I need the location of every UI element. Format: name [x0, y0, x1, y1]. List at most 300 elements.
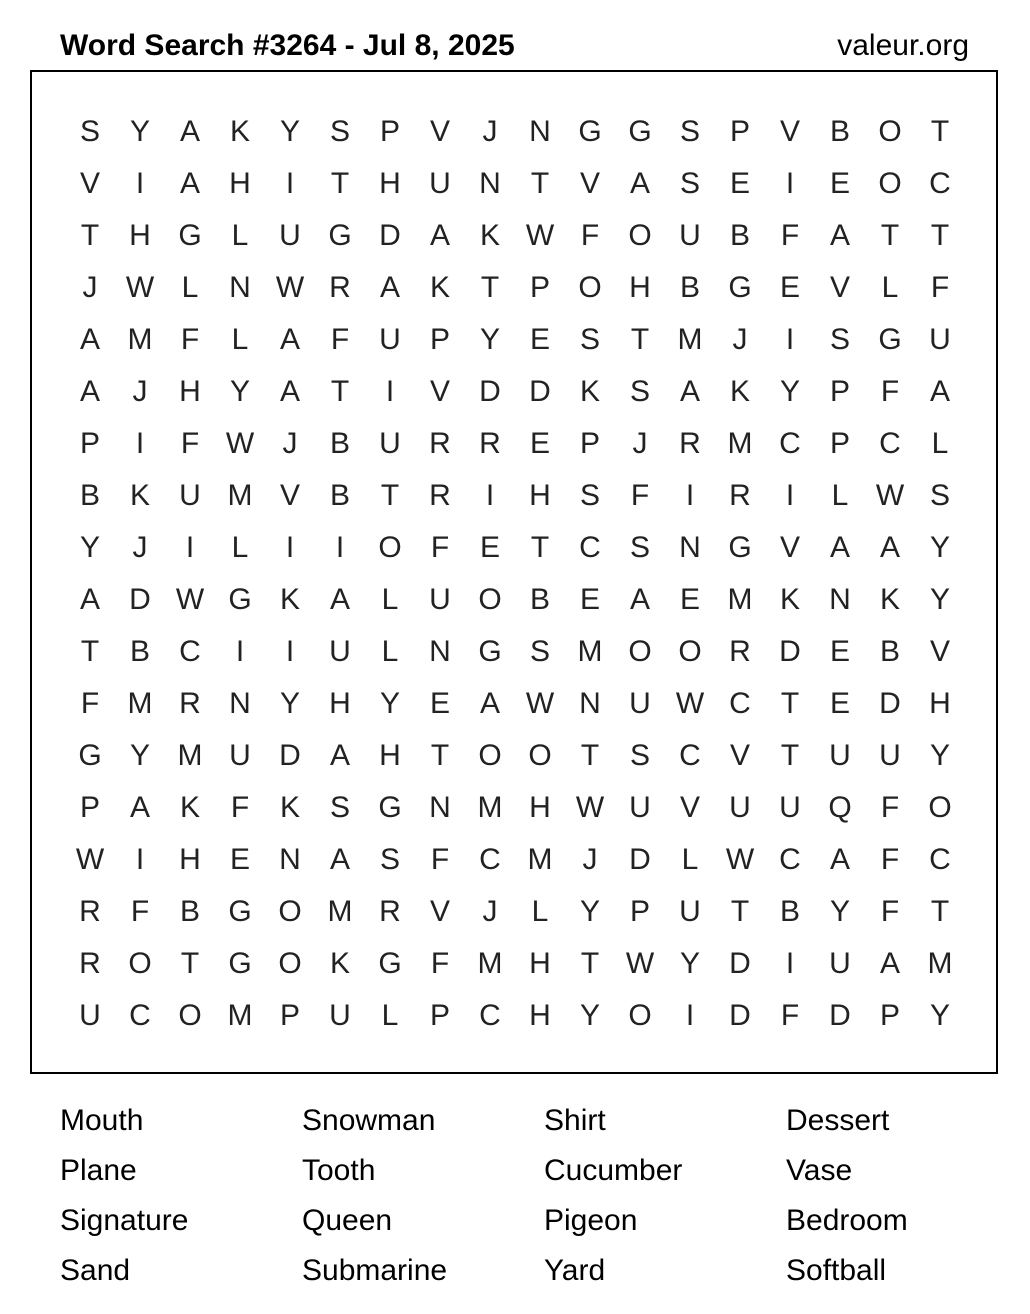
grid-letter[interactable]: O	[628, 635, 652, 668]
grid-letter[interactable]: F	[880, 895, 900, 928]
grid-letter[interactable]: N	[529, 115, 551, 148]
grid-letter[interactable]: F	[130, 895, 150, 928]
grid-letter[interactable]: A	[179, 167, 200, 200]
grid-letter[interactable]: D	[829, 999, 851, 1032]
grid-letter[interactable]: O	[628, 219, 652, 252]
grid-letter[interactable]: C	[929, 167, 951, 200]
grid-letter[interactable]: A	[279, 323, 300, 356]
grid-letter[interactable]: K	[779, 583, 800, 616]
grid-letter[interactable]: B	[679, 271, 700, 304]
grid-letter[interactable]: I	[235, 635, 245, 668]
grid-letter[interactable]: I	[685, 479, 695, 512]
grid-letter[interactable]: T	[730, 895, 750, 928]
grid-letter[interactable]: A	[379, 271, 400, 304]
grid-letter[interactable]: D	[129, 583, 151, 616]
grid-letter[interactable]: A	[79, 375, 100, 408]
grid-letter[interactable]: Y	[579, 895, 600, 928]
grid-letter[interactable]: H	[529, 479, 551, 512]
grid-letter[interactable]: Y	[229, 375, 250, 408]
grid-letter[interactable]: L	[681, 843, 699, 876]
grid-letter[interactable]: B	[879, 635, 900, 668]
grid-letter[interactable]: T	[780, 739, 800, 772]
grid-letter[interactable]: C	[779, 843, 801, 876]
grid-letter[interactable]: M	[527, 843, 553, 876]
grid-letter[interactable]: M	[727, 583, 753, 616]
grid-letter[interactable]: O	[178, 999, 202, 1032]
grid-letter[interactable]: L	[231, 219, 249, 252]
grid-letter[interactable]: W	[575, 791, 605, 824]
grid-letter[interactable]: E	[529, 323, 550, 356]
grid-letter[interactable]: C	[479, 843, 501, 876]
grid-letter[interactable]: P	[629, 895, 650, 928]
grid-letter[interactable]: H	[129, 219, 151, 252]
grid-letter[interactable]: U	[679, 219, 701, 252]
grid-letter[interactable]: H	[379, 167, 401, 200]
grid-letter[interactable]: P	[529, 271, 550, 304]
grid-letter[interactable]: T	[80, 635, 100, 668]
grid-letter[interactable]: E	[679, 583, 700, 616]
grid-letter[interactable]: M	[677, 323, 703, 356]
grid-letter[interactable]: A	[879, 531, 900, 564]
grid-letter[interactable]: C	[679, 739, 701, 772]
grid-letter[interactable]: G	[728, 271, 752, 304]
grid-letter[interactable]: B	[779, 895, 800, 928]
grid-letter[interactable]: O	[628, 999, 652, 1032]
grid-letter[interactable]: P	[579, 427, 600, 460]
grid-letter[interactable]: F	[880, 375, 900, 408]
grid-letter[interactable]: T	[930, 115, 950, 148]
grid-letter[interactable]: V	[779, 531, 800, 564]
grid-letter[interactable]: K	[479, 219, 500, 252]
grid-letter[interactable]: H	[329, 687, 351, 720]
grid-letter[interactable]: Y	[929, 999, 950, 1032]
grid-letter[interactable]: L	[881, 271, 899, 304]
grid-letter[interactable]: U	[429, 167, 451, 200]
grid-letter[interactable]: A	[329, 739, 350, 772]
grid-letter[interactable]: A	[629, 583, 650, 616]
grid-letter[interactable]: C	[779, 427, 801, 460]
grid-letter[interactable]: N	[579, 687, 601, 720]
grid-letter[interactable]: B	[329, 427, 350, 460]
grid-letter[interactable]: U	[279, 219, 301, 252]
grid-letter[interactable]: C	[879, 427, 901, 460]
grid-letter[interactable]: I	[785, 167, 795, 200]
grid-letter[interactable]: E	[479, 531, 500, 564]
grid-letter[interactable]: N	[829, 583, 851, 616]
grid-letter[interactable]: S	[829, 323, 850, 356]
grid-letter[interactable]: Y	[929, 739, 950, 772]
grid-letter[interactable]: A	[479, 687, 500, 720]
grid-letter[interactable]: T	[330, 167, 350, 200]
grid-letter[interactable]: O	[878, 115, 902, 148]
grid-letter[interactable]: S	[79, 115, 100, 148]
grid-letter[interactable]: F	[430, 531, 450, 564]
grid-letter[interactable]: U	[829, 739, 851, 772]
grid-letter[interactable]: P	[279, 999, 300, 1032]
grid-letter[interactable]: J	[732, 323, 748, 356]
grid-letter[interactable]: Y	[679, 947, 700, 980]
grid-letter[interactable]: C	[579, 531, 601, 564]
grid-letter[interactable]: B	[179, 895, 200, 928]
grid-letter[interactable]: D	[529, 375, 551, 408]
grid-letter[interactable]: D	[729, 999, 751, 1032]
grid-letter[interactable]: F	[780, 999, 800, 1032]
grid-letter[interactable]: V	[79, 167, 100, 200]
grid-letter[interactable]: A	[79, 583, 100, 616]
grid-letter[interactable]: W	[625, 947, 655, 980]
grid-letter[interactable]: G	[378, 947, 402, 980]
grid-letter[interactable]: S	[629, 531, 650, 564]
grid-letter[interactable]: K	[179, 791, 200, 824]
grid-letter[interactable]: O	[278, 947, 302, 980]
grid-letter[interactable]: O	[528, 739, 552, 772]
grid-letter[interactable]: A	[679, 375, 700, 408]
grid-letter[interactable]: E	[779, 271, 800, 304]
grid-letter[interactable]: A	[879, 947, 900, 980]
grid-letter[interactable]: U	[329, 999, 351, 1032]
grid-letter[interactable]: U	[79, 999, 101, 1032]
grid-letter[interactable]: Y	[129, 739, 150, 772]
grid-letter[interactable]: O	[128, 947, 152, 980]
grid-letter[interactable]: K	[279, 583, 300, 616]
grid-letter[interactable]: C	[729, 687, 751, 720]
grid-letter[interactable]: W	[525, 219, 555, 252]
grid-letter[interactable]: R	[729, 479, 751, 512]
grid-letter[interactable]: J	[582, 843, 598, 876]
grid-letter[interactable]: V	[679, 791, 700, 824]
grid-letter[interactable]: U	[629, 687, 651, 720]
grid-letter[interactable]: K	[879, 583, 900, 616]
grid-letter[interactable]: O	[478, 583, 502, 616]
grid-letter[interactable]: T	[580, 947, 600, 980]
grid-letter[interactable]: R	[429, 427, 451, 460]
grid-letter[interactable]: L	[231, 531, 249, 564]
grid-letter[interactable]: Y	[779, 375, 800, 408]
grid-letter[interactable]: N	[679, 531, 701, 564]
grid-letter[interactable]: E	[529, 427, 550, 460]
grid-letter[interactable]: A	[929, 375, 950, 408]
grid-letter[interactable]: G	[228, 895, 252, 928]
grid-letter[interactable]: E	[229, 843, 250, 876]
grid-letter[interactable]: H	[929, 687, 951, 720]
grid-letter[interactable]: L	[181, 271, 199, 304]
grid-letter[interactable]: F	[230, 791, 250, 824]
grid-letter[interactable]: T	[180, 947, 200, 980]
grid-letter[interactable]: A	[429, 219, 450, 252]
grid-letter[interactable]: I	[385, 375, 395, 408]
grid-letter[interactable]: I	[785, 947, 795, 980]
grid-letter[interactable]: E	[579, 583, 600, 616]
grid-letter[interactable]: T	[930, 219, 950, 252]
grid-letter[interactable]: A	[129, 791, 150, 824]
grid-letter[interactable]: U	[179, 479, 201, 512]
grid-letter[interactable]: T	[580, 739, 600, 772]
grid-letter[interactable]: N	[429, 791, 451, 824]
grid-letter[interactable]: F	[880, 843, 900, 876]
grid-letter[interactable]: U	[729, 791, 751, 824]
grid-letter[interactable]: C	[929, 843, 951, 876]
grid-letter[interactable]: S	[629, 739, 650, 772]
grid-letter[interactable]: D	[279, 739, 301, 772]
grid-letter[interactable]: A	[79, 323, 100, 356]
grid-letter[interactable]: Q	[828, 791, 852, 824]
grid-letter[interactable]: H	[529, 947, 551, 980]
grid-letter[interactable]: V	[779, 115, 800, 148]
grid-letter[interactable]: L	[381, 583, 399, 616]
grid-letter[interactable]: D	[729, 947, 751, 980]
grid-letter[interactable]: L	[531, 895, 549, 928]
grid-letter[interactable]: U	[629, 791, 651, 824]
grid-letter[interactable]: B	[529, 583, 550, 616]
grid-letter[interactable]: R	[379, 895, 401, 928]
grid-letter[interactable]: M	[227, 479, 253, 512]
grid-letter[interactable]: G	[378, 791, 402, 824]
grid-letter[interactable]: S	[679, 167, 700, 200]
grid-letter[interactable]: L	[831, 479, 849, 512]
grid-letter[interactable]: K	[229, 115, 250, 148]
grid-letter[interactable]: J	[132, 531, 148, 564]
grid-letter[interactable]: P	[429, 323, 450, 356]
grid-letter[interactable]: A	[629, 167, 650, 200]
grid-letter[interactable]: A	[329, 843, 350, 876]
grid-letter[interactable]: Y	[579, 999, 600, 1032]
grid-letter[interactable]: A	[829, 531, 850, 564]
grid-letter[interactable]: N	[429, 635, 451, 668]
grid-letter[interactable]: F	[80, 687, 100, 720]
grid-letter[interactable]: S	[529, 635, 550, 668]
grid-letter[interactable]: K	[429, 271, 450, 304]
grid-letter[interactable]: I	[335, 531, 345, 564]
grid-letter[interactable]: I	[285, 167, 295, 200]
grid-letter[interactable]: M	[127, 323, 153, 356]
grid-letter[interactable]: A	[179, 115, 200, 148]
grid-letter[interactable]: W	[275, 271, 305, 304]
grid-letter[interactable]: V	[829, 271, 850, 304]
grid-letter[interactable]: Y	[79, 531, 100, 564]
grid-letter[interactable]: C	[179, 635, 201, 668]
grid-letter[interactable]: S	[579, 479, 600, 512]
grid-letter[interactable]: W	[675, 687, 705, 720]
grid-letter[interactable]: T	[430, 739, 450, 772]
grid-letter[interactable]: I	[285, 531, 295, 564]
grid-letter[interactable]: K	[729, 375, 750, 408]
grid-letter[interactable]: M	[177, 739, 203, 772]
grid-letter[interactable]: U	[929, 323, 951, 356]
grid-letter[interactable]: T	[930, 895, 950, 928]
grid-letter[interactable]: P	[729, 115, 750, 148]
grid-letter[interactable]: A	[279, 375, 300, 408]
grid-letter[interactable]: F	[430, 947, 450, 980]
grid-letter[interactable]: S	[929, 479, 950, 512]
grid-letter[interactable]: T	[780, 687, 800, 720]
grid-letter[interactable]: R	[679, 427, 701, 460]
grid-letter[interactable]: L	[381, 999, 399, 1032]
grid-letter[interactable]: R	[729, 635, 751, 668]
grid-letter[interactable]: T	[530, 531, 550, 564]
grid-letter[interactable]: V	[429, 375, 450, 408]
grid-letter[interactable]: U	[329, 635, 351, 668]
grid-letter[interactable]: K	[329, 947, 350, 980]
grid-letter[interactable]: M	[327, 895, 353, 928]
grid-letter[interactable]: C	[129, 999, 151, 1032]
grid-letter[interactable]: H	[179, 375, 201, 408]
grid-letter[interactable]: M	[127, 687, 153, 720]
grid-letter[interactable]: V	[429, 895, 450, 928]
grid-letter[interactable]: U	[779, 791, 801, 824]
grid-letter[interactable]: G	[78, 739, 102, 772]
grid-letter[interactable]: W	[725, 843, 755, 876]
grid-letter[interactable]: E	[829, 167, 850, 200]
grid-letter[interactable]: C	[479, 999, 501, 1032]
grid-letter[interactable]: J	[282, 427, 298, 460]
grid-letter[interactable]: D	[629, 843, 651, 876]
grid-letter[interactable]: O	[378, 531, 402, 564]
grid-letter[interactable]: A	[329, 583, 350, 616]
grid-letter[interactable]: S	[579, 323, 600, 356]
grid-letter[interactable]: E	[729, 167, 750, 200]
grid-letter[interactable]: G	[478, 635, 502, 668]
grid-letter[interactable]: R	[179, 687, 201, 720]
grid-letter[interactable]: A	[829, 219, 850, 252]
grid-letter[interactable]: I	[135, 427, 145, 460]
grid-letter[interactable]: F	[180, 323, 200, 356]
grid-letter[interactable]: J	[482, 115, 498, 148]
grid-letter[interactable]: I	[685, 999, 695, 1032]
grid-letter[interactable]: J	[632, 427, 648, 460]
grid-letter[interactable]: F	[580, 219, 600, 252]
grid-letter[interactable]: V	[729, 739, 750, 772]
grid-letter[interactable]: R	[479, 427, 501, 460]
grid-letter[interactable]: I	[485, 479, 495, 512]
grid-letter[interactable]: T	[530, 167, 550, 200]
grid-letter[interactable]: E	[829, 635, 850, 668]
grid-letter[interactable]: T	[480, 271, 500, 304]
grid-letter[interactable]: T	[880, 219, 900, 252]
grid-letter[interactable]: D	[779, 635, 801, 668]
grid-letter[interactable]: H	[379, 739, 401, 772]
grid-letter[interactable]: L	[381, 635, 399, 668]
grid-letter[interactable]: O	[928, 791, 952, 824]
grid-letter[interactable]: Y	[279, 687, 300, 720]
grid-letter[interactable]: U	[429, 583, 451, 616]
grid-letter[interactable]: I	[135, 167, 145, 200]
grid-letter[interactable]: G	[328, 219, 352, 252]
grid-letter[interactable]: P	[429, 999, 450, 1032]
grid-letter[interactable]: T	[330, 375, 350, 408]
grid-letter[interactable]: W	[175, 583, 205, 616]
grid-letter[interactable]: U	[379, 323, 401, 356]
grid-letter[interactable]: R	[79, 895, 101, 928]
grid-letter[interactable]: O	[678, 635, 702, 668]
grid-letter[interactable]: G	[578, 115, 602, 148]
grid-letter[interactable]: J	[132, 375, 148, 408]
grid-letter[interactable]: B	[729, 219, 750, 252]
grid-letter[interactable]: R	[429, 479, 451, 512]
grid-letter[interactable]: U	[229, 739, 251, 772]
grid-letter[interactable]: D	[879, 687, 901, 720]
grid-letter[interactable]: K	[279, 791, 300, 824]
grid-letter[interactable]: N	[279, 843, 301, 876]
grid-letter[interactable]: S	[329, 115, 350, 148]
grid-letter[interactable]: W	[125, 271, 155, 304]
grid-letter[interactable]: L	[931, 427, 949, 460]
grid-letter[interactable]: U	[679, 895, 701, 928]
grid-letter[interactable]: E	[429, 687, 450, 720]
grid-letter[interactable]: Y	[929, 583, 950, 616]
grid-letter[interactable]: M	[727, 427, 753, 460]
grid-letter[interactable]: F	[780, 219, 800, 252]
grid-letter[interactable]: S	[679, 115, 700, 148]
grid-letter[interactable]: G	[628, 115, 652, 148]
grid-letter[interactable]: E	[829, 687, 850, 720]
grid-letter[interactable]: F	[430, 843, 450, 876]
grid-letter[interactable]: M	[927, 947, 953, 980]
grid-letter[interactable]: W	[225, 427, 255, 460]
grid-letter[interactable]: U	[879, 739, 901, 772]
grid-letter[interactable]: G	[728, 531, 752, 564]
grid-letter[interactable]: P	[79, 791, 100, 824]
grid-letter[interactable]: P	[879, 999, 900, 1032]
grid-letter[interactable]: H	[179, 843, 201, 876]
grid-letter[interactable]: U	[829, 947, 851, 980]
grid-letter[interactable]: G	[228, 947, 252, 980]
grid-letter[interactable]: O	[878, 167, 902, 200]
grid-letter[interactable]: Y	[379, 687, 400, 720]
grid-letter[interactable]: Y	[279, 115, 300, 148]
grid-letter[interactable]: S	[329, 791, 350, 824]
grid-letter[interactable]: K	[579, 375, 600, 408]
grid-letter[interactable]: T	[80, 219, 100, 252]
grid-letter[interactable]: O	[278, 895, 302, 928]
grid-letter[interactable]: H	[529, 999, 551, 1032]
grid-letter[interactable]: V	[429, 115, 450, 148]
grid-letter[interactable]: T	[630, 323, 650, 356]
grid-letter[interactable]: W	[875, 479, 905, 512]
grid-letter[interactable]: L	[231, 323, 249, 356]
grid-letter[interactable]: I	[785, 479, 795, 512]
grid-letter[interactable]: Y	[829, 895, 850, 928]
grid-letter[interactable]: Y	[479, 323, 500, 356]
grid-letter[interactable]: N	[229, 687, 251, 720]
grid-letter[interactable]: F	[880, 791, 900, 824]
grid-letter[interactable]: N	[229, 271, 251, 304]
grid-letter[interactable]: F	[630, 479, 650, 512]
grid-letter[interactable]: R	[329, 271, 351, 304]
grid-letter[interactable]: D	[479, 375, 501, 408]
grid-letter[interactable]: J	[82, 271, 98, 304]
grid-letter[interactable]: M	[477, 791, 503, 824]
grid-letter[interactable]: P	[79, 427, 100, 460]
grid-letter[interactable]: A	[829, 843, 850, 876]
grid-letter[interactable]: P	[829, 427, 850, 460]
grid-letter[interactable]: F	[330, 323, 350, 356]
grid-letter[interactable]: S	[379, 843, 400, 876]
grid-letter[interactable]: O	[578, 271, 602, 304]
grid-letter[interactable]: J	[482, 895, 498, 928]
grid-letter[interactable]: M	[577, 635, 603, 668]
grid-letter[interactable]: B	[829, 115, 850, 148]
grid-letter[interactable]: O	[478, 739, 502, 772]
grid-letter[interactable]: P	[379, 115, 400, 148]
grid-letter[interactable]: T	[380, 479, 400, 512]
grid-letter[interactable]: H	[229, 167, 251, 200]
grid-letter[interactable]: I	[135, 843, 145, 876]
grid-letter[interactable]: V	[579, 167, 600, 200]
grid-letter[interactable]: Y	[929, 531, 950, 564]
grid-letter[interactable]: G	[178, 219, 202, 252]
grid-letter[interactable]: W	[75, 843, 105, 876]
grid-letter[interactable]: Y	[129, 115, 150, 148]
